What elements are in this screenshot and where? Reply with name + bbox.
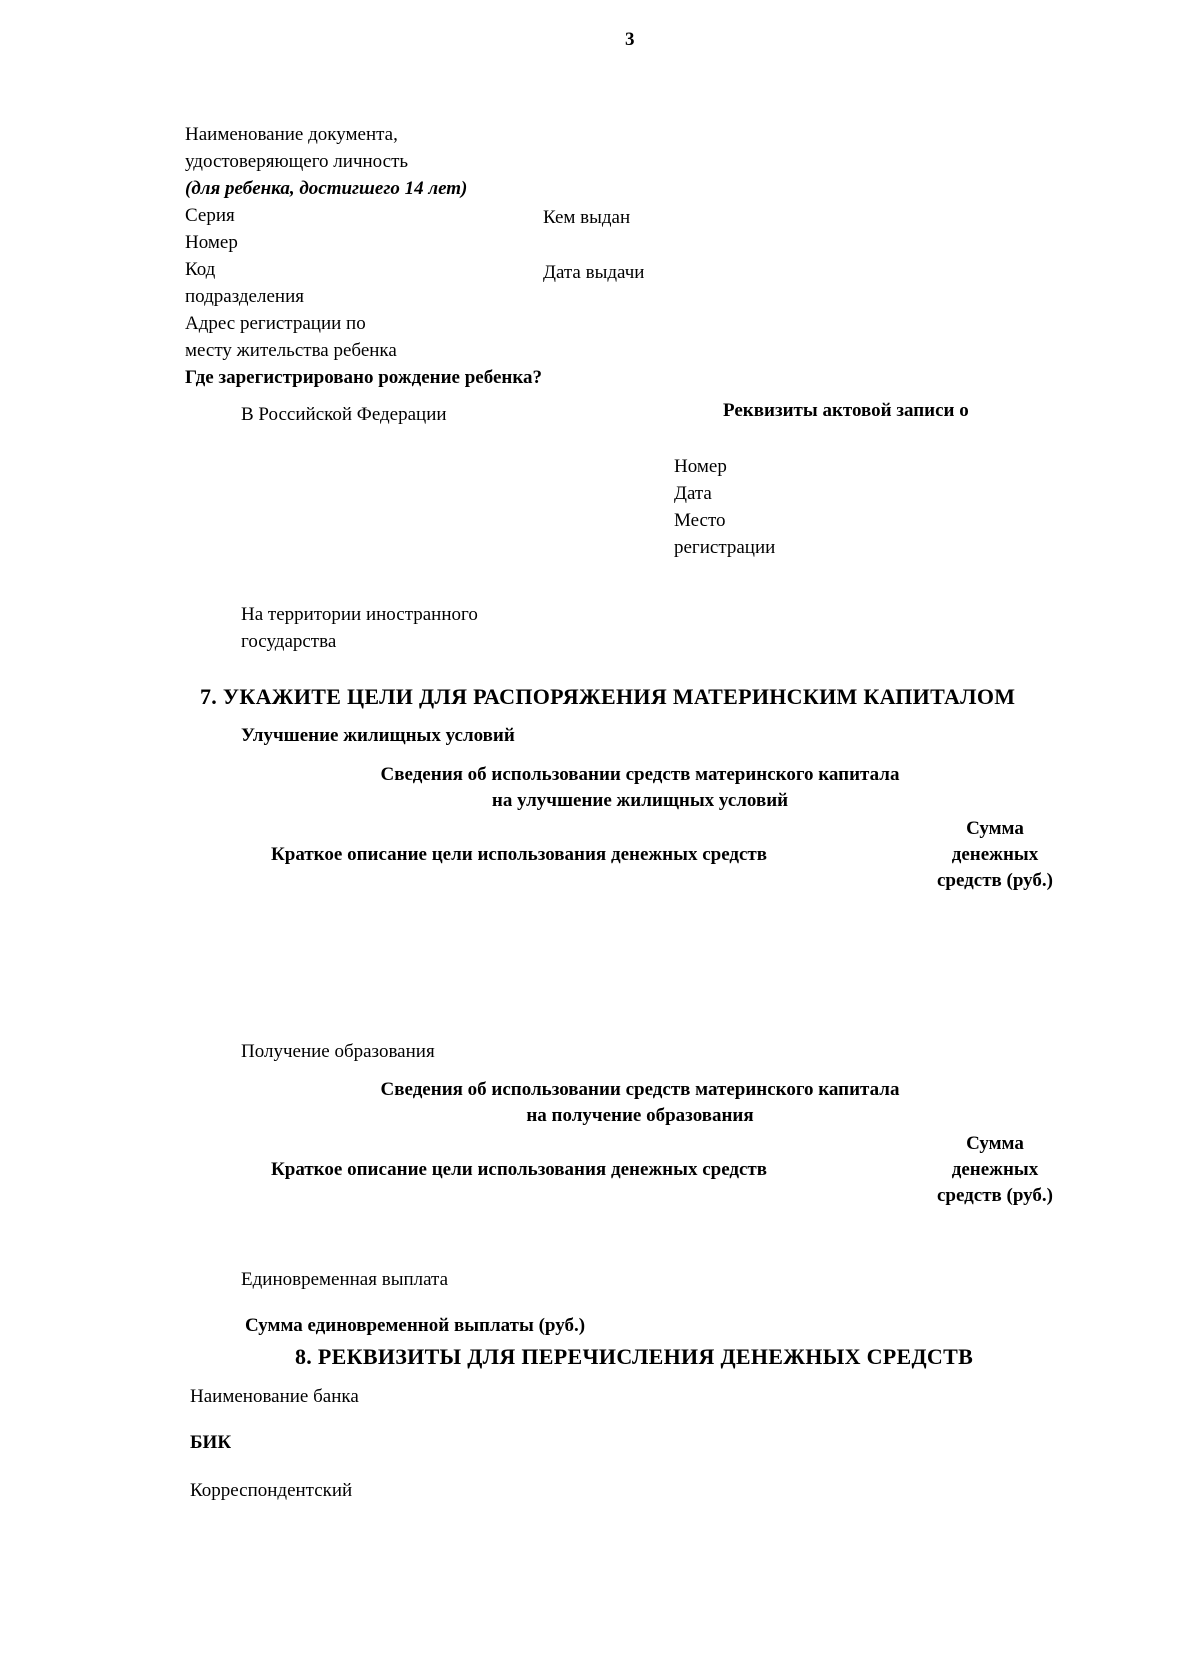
page-number: 3 [625,29,635,50]
education-label: Получение образования [241,1041,435,1062]
birth-registration-question: Где зарегистрировано рождение ребенка? [185,367,543,388]
education-sum-header-line3: средств (руб.) [936,1185,1054,1206]
identity-doc-note: (для ребенка, достигшего 14 лет) [185,178,468,199]
act-date-label: Дата [674,483,712,504]
option-foreign-line1: На территории иностранного [241,604,478,625]
housing-info-line1: Сведения об использовании средств материнского капитала [380,764,900,785]
section8-heading: 8. РЕКВИЗИТЫ ДЛЯ ПЕРЕЧИСЛЕНИЯ ДЕНЕЖНЫХ СРЕДСТВ [295,1344,974,1369]
act-number-label: Номер [674,456,727,477]
lump-sum-label: Единовременная выплата [241,1269,449,1290]
education-sum-header-line2: денежных [951,1159,1039,1180]
number-label: Номер [185,232,238,253]
bik-label: БИК [190,1432,232,1453]
bank-name-label: Наименование банка [190,1386,359,1407]
identity-doc-title-line1: Наименование документа, [185,124,398,145]
issue-date-label: Дата выдачи [543,262,645,283]
education-info-line1: Сведения об использовании средств материнского капитала [380,1079,900,1100]
option-russian-federation: В Российской Федерации [241,404,447,425]
address-label-line1: Адрес регистрации по [185,313,366,334]
housing-info-line2: на улучшение жилищных условий [491,790,789,811]
act-place-label-line1: Место [674,510,726,531]
housing-label: Улучшение жилищных условий [241,725,515,746]
section7-heading: 7. УКАЖИТЕ ЦЕЛИ ДЛЯ РАСПОРЯЖЕНИЯ МАТЕРИНСКИМ КАПИТАЛОМ [200,684,1016,709]
address-label-line2: месту жительства ребенка [185,340,397,361]
education-info-line2: на получение образования [526,1105,754,1126]
lump-sum-amount-label: Сумма единовременной выплаты (руб.) [245,1315,586,1336]
housing-description-column-header: Краткое описание цели использования денежных средств [271,844,768,865]
code-label-line1: Код [185,259,216,280]
education-description-column-header: Краткое описание цели использования денежных средств [271,1159,768,1180]
housing-sum-header-line3: средств (руб.) [936,870,1054,891]
series-label: Серия [185,205,235,226]
issued-by-label: Кем выдан [543,207,631,228]
housing-sum-header-line2: денежных [951,844,1039,865]
correspondent-account-label: Корреспондентский [190,1480,353,1501]
code-label-line2: подразделения [185,286,304,307]
identity-doc-title-line2: удостоверяющего личность [185,151,409,172]
housing-sum-header-line1: Сумма [966,818,1024,839]
education-sum-header-line1: Сумма [966,1133,1024,1154]
act-record-title: Реквизиты актовой записи о [723,400,969,421]
option-foreign-line2: государства [241,631,337,652]
act-place-label-line2: регистрации [674,537,776,558]
